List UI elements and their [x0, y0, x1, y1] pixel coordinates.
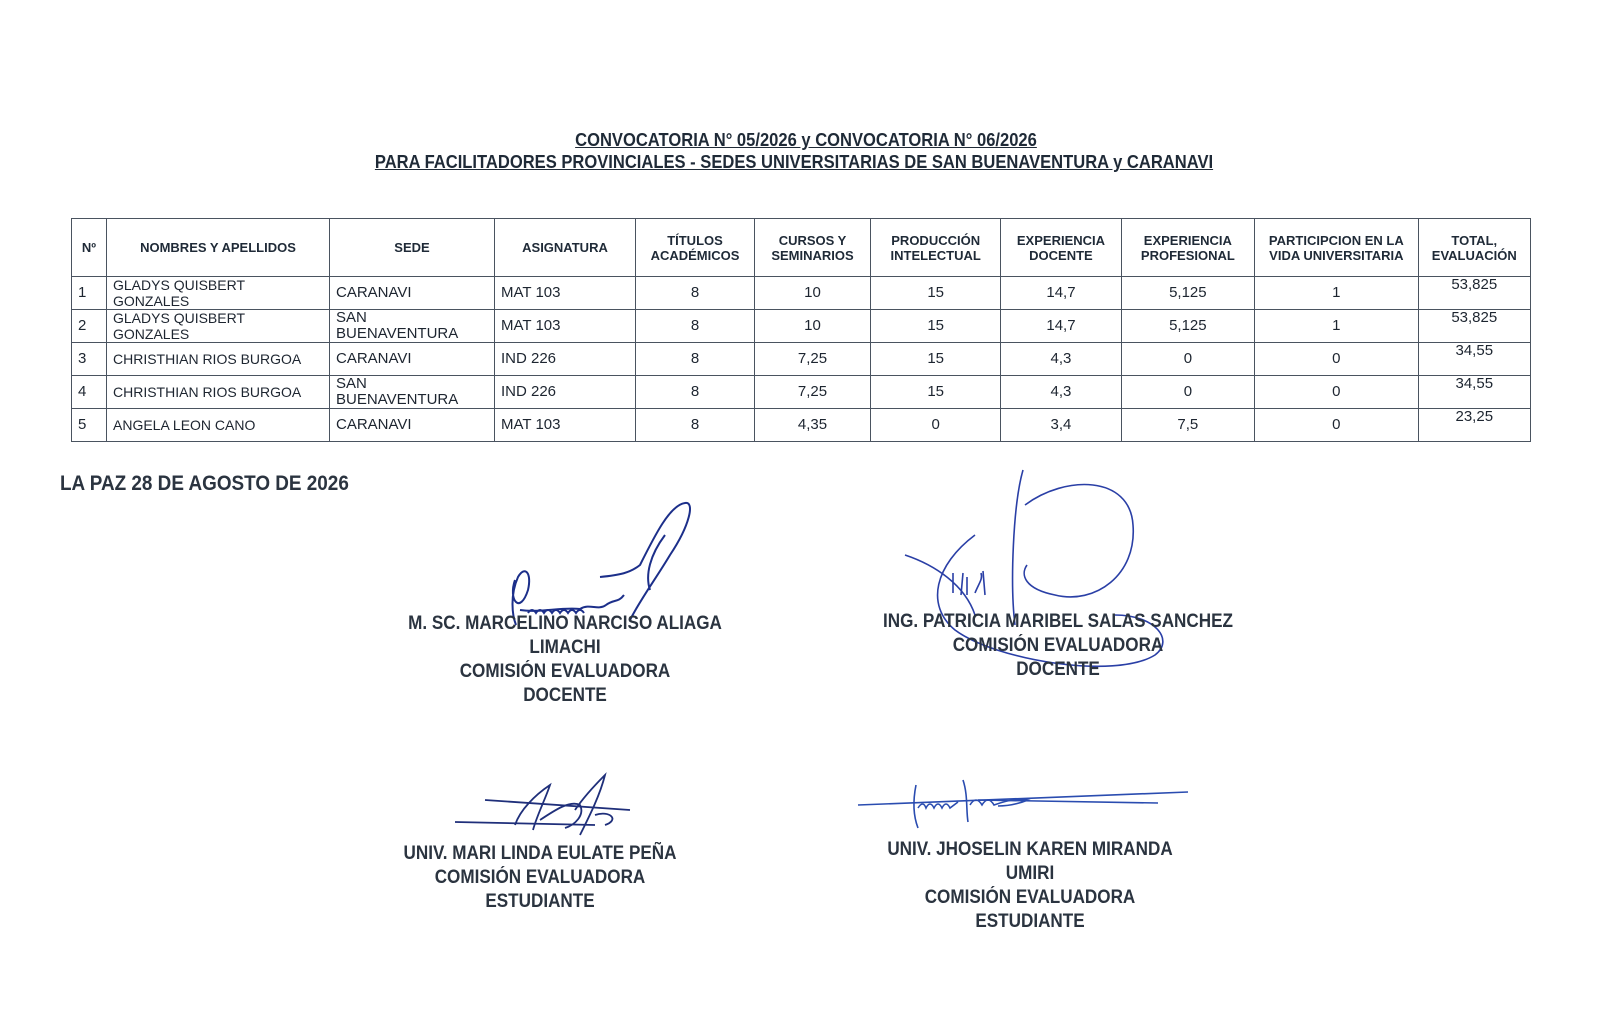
table-row — [72, 343, 1531, 376]
header-total: TOTAL, EVALUACIÓN — [1418, 219, 1530, 277]
cell-exp-docente: 3,4 — [1001, 409, 1121, 442]
cell-titulos: 8 — [636, 409, 755, 442]
cell-num: 2 — [72, 310, 107, 343]
cell-name: GLADYS QUISBERT GONZALES — [107, 310, 330, 343]
cell-exp-docente: 4,3 — [1001, 343, 1121, 376]
signature-eulate — [455, 770, 645, 840]
cell-sede: CARANAVI — [330, 343, 495, 376]
signature-miranda — [858, 770, 1218, 840]
cell-num: 4 — [72, 376, 107, 409]
evaluation-table — [71, 218, 1531, 442]
table-row — [72, 376, 1531, 409]
signatory-type: DOCENTE — [523, 685, 607, 706]
table-row — [72, 409, 1531, 442]
cell-titulos: 8 — [636, 310, 755, 343]
cell-sede: CARANAVI — [330, 277, 495, 310]
signatory-type: DOCENTE — [1016, 659, 1100, 680]
cell-exp-profesional: 5,125 — [1121, 310, 1255, 343]
cell-participacion: 1 — [1255, 277, 1418, 310]
cell-sede: SAN BUENAVENTURA — [330, 310, 495, 343]
cell-cursos: 10 — [754, 277, 870, 310]
signatory-type: ESTUDIANTE — [485, 891, 595, 912]
cell-cursos: 7,25 — [754, 376, 870, 409]
document-subtitle: PARA FACILITADORES PROVINCIALES - SEDES UNIVERSITARIAS DE SAN BUENAVENTURA y CARANAVI — [374, 152, 1214, 172]
document-title: CONVOCATORIA N° 05/2026 y CONVOCATORIA N° 06/2026 — [575, 130, 1037, 150]
signatory-block-1 — [360, 612, 770, 708]
cell-name: CHRISTHIAN RIOS BURGOA — [107, 343, 330, 376]
cell-participacion: 1 — [1255, 310, 1418, 343]
cell-exp-profesional: 5,125 — [1121, 277, 1255, 310]
cell-produccion: 15 — [871, 376, 1001, 409]
cell-cursos: 10 — [754, 310, 870, 343]
header-name: NOMBRES Y APELLIDOS — [107, 219, 330, 277]
cell-asignatura: IND 226 — [495, 343, 636, 376]
cell-total: 34,55 — [1418, 376, 1530, 409]
signatory-block-3 — [380, 842, 700, 914]
cell-cursos: 7,25 — [754, 343, 870, 376]
signatory-role: COMISIÓN EVALUADORA — [924, 887, 1136, 908]
cell-name: CHRISTHIAN RIOS BURGOA — [107, 376, 330, 409]
header-participacion: PARTICIPCION EN LA VIDA UNIVERSITARIA — [1255, 219, 1418, 277]
cell-exp-docente: 14,7 — [1001, 310, 1121, 343]
cell-num: 1 — [72, 277, 107, 310]
table-header-row — [72, 219, 1531, 277]
signatory-type: ESTUDIANTE — [975, 911, 1085, 932]
table-row — [72, 310, 1531, 343]
signatory-name: ING. PATRICIA MARIBEL SALAS SANCHEZ — [883, 611, 1233, 632]
signatory-block-4 — [850, 838, 1210, 934]
cell-exp-docente: 4,3 — [1001, 376, 1121, 409]
cell-produccion: 15 — [871, 310, 1001, 343]
signatory-name: M. SC. MARCELINO NARCISO ALIAGA LIMACHI — [408, 613, 722, 658]
cell-sede: SAN BUENAVENTURA — [330, 376, 495, 409]
signatory-role: COMISIÓN EVALUADORA — [434, 867, 646, 888]
document-date: LA PAZ 28 DE AGOSTO DE 2026 — [60, 472, 349, 495]
cell-num: 3 — [72, 343, 107, 376]
cell-titulos: 8 — [636, 277, 755, 310]
cell-titulos: 8 — [636, 376, 755, 409]
cell-exp-profesional: 7,5 — [1121, 409, 1255, 442]
cell-titulos: 8 — [636, 343, 755, 376]
cell-produccion: 15 — [871, 277, 1001, 310]
cell-name: GLADYS QUISBERT GONZALES — [107, 277, 330, 310]
cell-total: 34,55 — [1418, 343, 1530, 376]
header-exp-profesional: EXPERIENCIA PROFESIONAL — [1121, 219, 1255, 277]
cell-total: 53,825 — [1418, 277, 1530, 310]
header-asignatura: ASIGNATURA — [495, 219, 636, 277]
signatory-block-2 — [858, 610, 1258, 682]
cell-name: ANGELA LEON CANO — [107, 409, 330, 442]
header-exp-docente: EXPERIENCIA DOCENTE — [1001, 219, 1121, 277]
cell-asignatura: IND 226 — [495, 376, 636, 409]
cell-participacion: 0 — [1255, 343, 1418, 376]
cell-asignatura: MAT 103 — [495, 409, 636, 442]
header-cursos: CURSOS Y SEMINARIOS — [754, 219, 870, 277]
cell-participacion: 0 — [1255, 409, 1418, 442]
cell-produccion: 0 — [871, 409, 1001, 442]
cell-num: 5 — [72, 409, 107, 442]
cell-exp-profesional: 0 — [1121, 376, 1255, 409]
cell-exp-profesional: 0 — [1121, 343, 1255, 376]
cell-cursos: 4,35 — [754, 409, 870, 442]
signatory-role: COMISIÓN EVALUADORA — [459, 661, 671, 682]
signatory-name: UNIV. MARI LINDA EULATE PEÑA — [403, 843, 677, 864]
signatory-role: COMISIÓN EVALUADORA — [952, 635, 1164, 656]
header-produccion: PRODUCCIÓN INTELECTUAL — [871, 219, 1001, 277]
cell-produccion: 15 — [871, 343, 1001, 376]
header-titulos: TÍTULOS ACADÉMICOS — [636, 219, 755, 277]
cell-exp-docente: 14,7 — [1001, 277, 1121, 310]
signatory-name: UNIV. JHOSELIN KAREN MIRANDA UMIRI — [887, 839, 1173, 884]
cell-asignatura: MAT 103 — [495, 277, 636, 310]
cell-total: 53,825 — [1418, 310, 1530, 343]
cell-asignatura: MAT 103 — [495, 310, 636, 343]
cell-total: 23,25 — [1418, 409, 1530, 442]
header-num: Nº — [72, 219, 107, 277]
table-row — [72, 277, 1531, 310]
cell-sede: CARANAVI — [330, 409, 495, 442]
header-sede: SEDE — [330, 219, 495, 277]
cell-participacion: 0 — [1255, 376, 1418, 409]
